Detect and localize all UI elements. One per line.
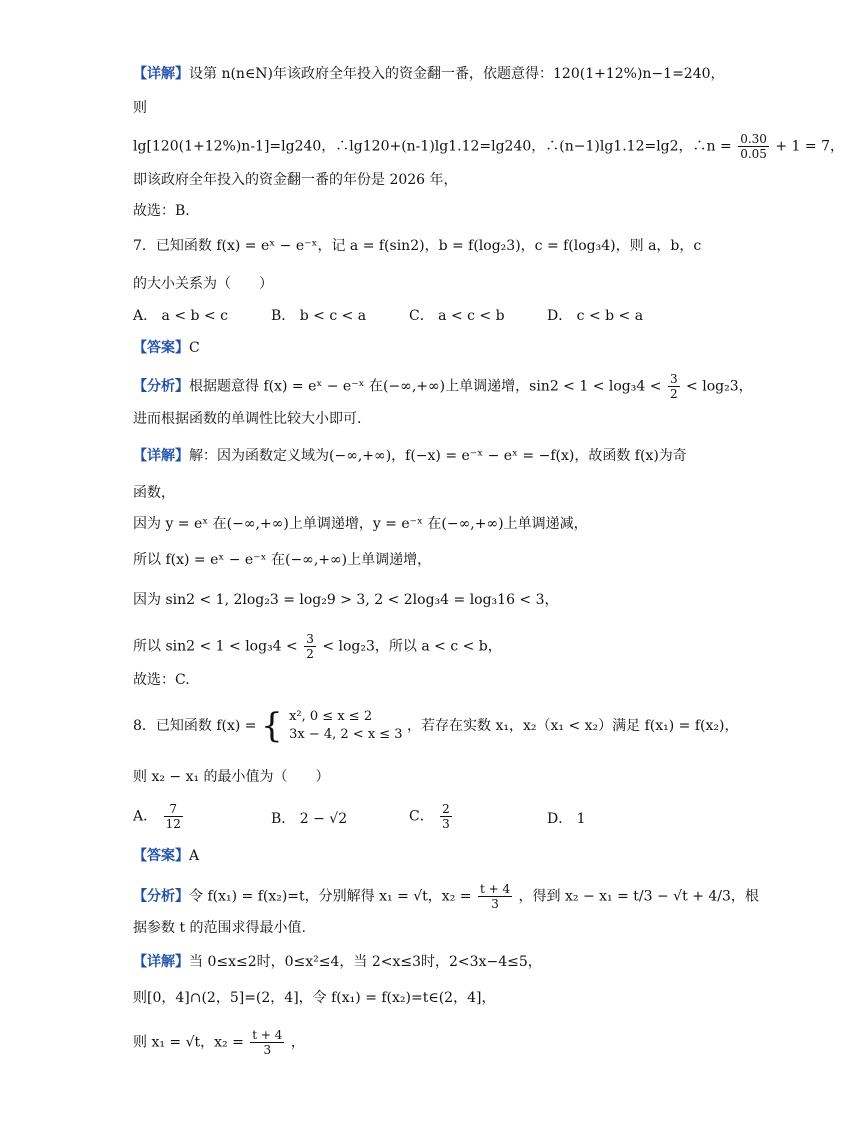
fraction-denominator: 0.05 <box>740 147 767 161</box>
line-text: < log₂3，所以 a < c < b， <box>322 638 502 655</box>
line-text: 的大小关系为（ ） <box>133 276 273 292</box>
case-2: 3x − 4, 2 < x ≤ 3 <box>289 727 403 742</box>
text-line <box>133 1028 754 1057</box>
line-text: + 1 = 7， <box>775 138 844 155</box>
line-text: 故选：C. <box>133 672 190 688</box>
line-text: 8．已知函数 f(x) = <box>133 718 257 734</box>
text-line <box>133 483 754 503</box>
fraction-numerator: 7 <box>164 802 183 817</box>
line-text: ，若存在实数 x₁，x₂（x₁ < x₂）满足 f(x₁) = f(x₂)， <box>407 718 739 734</box>
choice-c[interactable]: C． a < c < b <box>409 308 505 324</box>
text-line <box>133 274 754 294</box>
fraction-numerator: t + 4 <box>479 882 511 896</box>
fraction-denominator: 12 <box>165 817 181 831</box>
text-line <box>133 446 754 466</box>
fraction <box>250 1028 284 1057</box>
text-line <box>133 409 754 429</box>
fraction <box>164 802 183 831</box>
fraction-denominator: 2 <box>306 647 314 661</box>
line-text: 7．已知函数 f(x) = eˣ − e⁻ˣ，记 a = f(sin2)，b = f(log₂3)，c = f(log₃4)，则 a，b，c <box>133 238 702 254</box>
choice-c[interactable] <box>409 802 454 831</box>
line-text: lg[120(1+12%)n-1]=lg240，∴lg120+(n-1)lg1.12=lg240，∴(n−1)lg1.12=lg2，∴n = <box>133 138 732 155</box>
line-text: < log₂3， <box>686 378 753 395</box>
line-text: 因为 y = eˣ 在(−∞,+∞)上单调递增，y = e⁻ˣ 在(−∞,+∞)上单调递减， <box>133 516 588 532</box>
text-line <box>133 988 754 1008</box>
fraction-denominator: 3 <box>491 897 499 911</box>
question-8-choices <box>133 802 754 832</box>
choice-a[interactable] <box>133 802 185 831</box>
section-tag: 【答案】 <box>133 340 189 356</box>
text-line <box>133 64 754 84</box>
line-text: 则 x₁ = √t，x₂ = <box>133 1034 244 1051</box>
line-text: 当 0≤x≤2时，0≤x²≤4，当 2<x≤3时，2<3x−4≤5， <box>189 954 542 970</box>
line-text: 据参数 t 的范围求得最小值. <box>133 920 306 936</box>
text-line <box>133 767 754 787</box>
section-tag: 【详解】 <box>133 954 189 970</box>
text-line <box>133 338 754 358</box>
text-line <box>133 670 754 690</box>
line-text: 进而根据函数的单调性比较大小即可. <box>133 411 362 427</box>
line-text: 即该政府全年投入的资金翻一番的年份是 2026 年， <box>133 172 458 188</box>
fraction-numerator: 0.30 <box>740 132 767 146</box>
fraction-numerator: 2 <box>442 802 450 816</box>
line-text: 则 <box>133 100 147 116</box>
line-text: 函数， <box>133 485 175 501</box>
line-text: 根据题意得 f(x) = eˣ − e⁻ˣ 在(−∞,+∞)上单调递增，sin2 < 1 < log₃4 < <box>189 378 662 395</box>
text-line <box>133 882 759 911</box>
piecewise-cases <box>289 708 402 744</box>
text-line <box>133 98 754 118</box>
text-line <box>133 170 754 190</box>
section-tag: 【分析】 <box>133 888 189 905</box>
question-7-stem <box>133 236 754 256</box>
text-line <box>133 514 754 534</box>
text-line <box>133 846 754 866</box>
choice-a[interactable]: A． a < b < c <box>133 308 228 324</box>
fraction-numerator: 3 <box>669 372 678 386</box>
choice-b[interactable]: B． 2 − √2 <box>271 811 348 827</box>
text-line <box>133 550 754 570</box>
fraction-denominator: 3 <box>442 817 450 831</box>
choice-label: A． <box>133 808 158 825</box>
fraction <box>478 882 512 911</box>
line-text: C <box>189 340 200 356</box>
choice-label: C． <box>409 808 434 825</box>
fraction <box>440 802 452 831</box>
text-line <box>133 372 754 401</box>
text-line <box>133 952 754 972</box>
choice-d[interactable]: D． c < b < a <box>547 308 644 324</box>
line-text: ， <box>290 1034 305 1051</box>
line-text: ，得到 x₂ − x₁ = t/3 − √t + 4/3，根 <box>518 888 759 905</box>
text-line <box>133 632 754 661</box>
line-text: 故选：B. <box>133 203 190 219</box>
choice-d[interactable]: D． 1 <box>547 811 586 827</box>
fraction-denominator: 2 <box>669 387 678 401</box>
text-line <box>133 918 754 938</box>
fraction <box>738 132 769 161</box>
choice-b[interactable]: B． b < c < a <box>271 308 367 324</box>
line-text: 令 f(x₁) = f(x₂)=t，分别解得 x₁ = √t，x₂ = <box>189 888 472 905</box>
line-text: 则[0，4]∩(2，5]=(2，4]，令 f(x₁) = f(x₂)=t∈(2，4]， <box>133 990 496 1006</box>
line-text: 设第 n(n∈N)年该政府全年投入的资金翻一番，依题意得：120(1+12%)n−1=240， <box>189 66 725 82</box>
text-line <box>133 201 754 221</box>
fraction <box>668 372 680 401</box>
question-8-stem <box>133 706 754 746</box>
case-1: x², 0 ≤ x ≤ 2 <box>289 709 373 724</box>
line-text: 所以 sin2 < 1 < log₃4 < <box>133 638 298 655</box>
question-7-choices <box>133 305 754 325</box>
line-text: 因为 sin2 < 1, 2log₂3 = log₂9 > 3, 2 < 2log₃4 = log₃16 < 3， <box>133 592 559 608</box>
line-text: 则 x₂ − x₁ 的最小值为（ ） <box>133 769 330 785</box>
section-tag: 【分析】 <box>133 378 189 395</box>
text-line <box>133 132 844 161</box>
fraction-numerator: 3 <box>306 632 314 646</box>
text-line <box>133 590 754 610</box>
fraction-numerator: t + 4 <box>252 1028 283 1042</box>
section-tag: 【详解】 <box>133 448 189 464</box>
section-tag: 【详解】 <box>133 66 189 82</box>
line-text: 所以 f(x) = eˣ − e⁻ˣ 在(−∞,+∞)上单调递增， <box>133 552 432 568</box>
line-text: A <box>189 848 200 864</box>
piecewise-brace: { <box>261 706 283 746</box>
line-text: 解：因为函数定义域为(−∞,+∞)，f(−x) = e⁻ˣ − eˣ = −f(x)，故函数 f(x)为奇 <box>189 448 687 464</box>
fraction-denominator: 3 <box>263 1043 272 1057</box>
fraction <box>304 632 316 661</box>
section-tag: 【答案】 <box>133 848 189 864</box>
